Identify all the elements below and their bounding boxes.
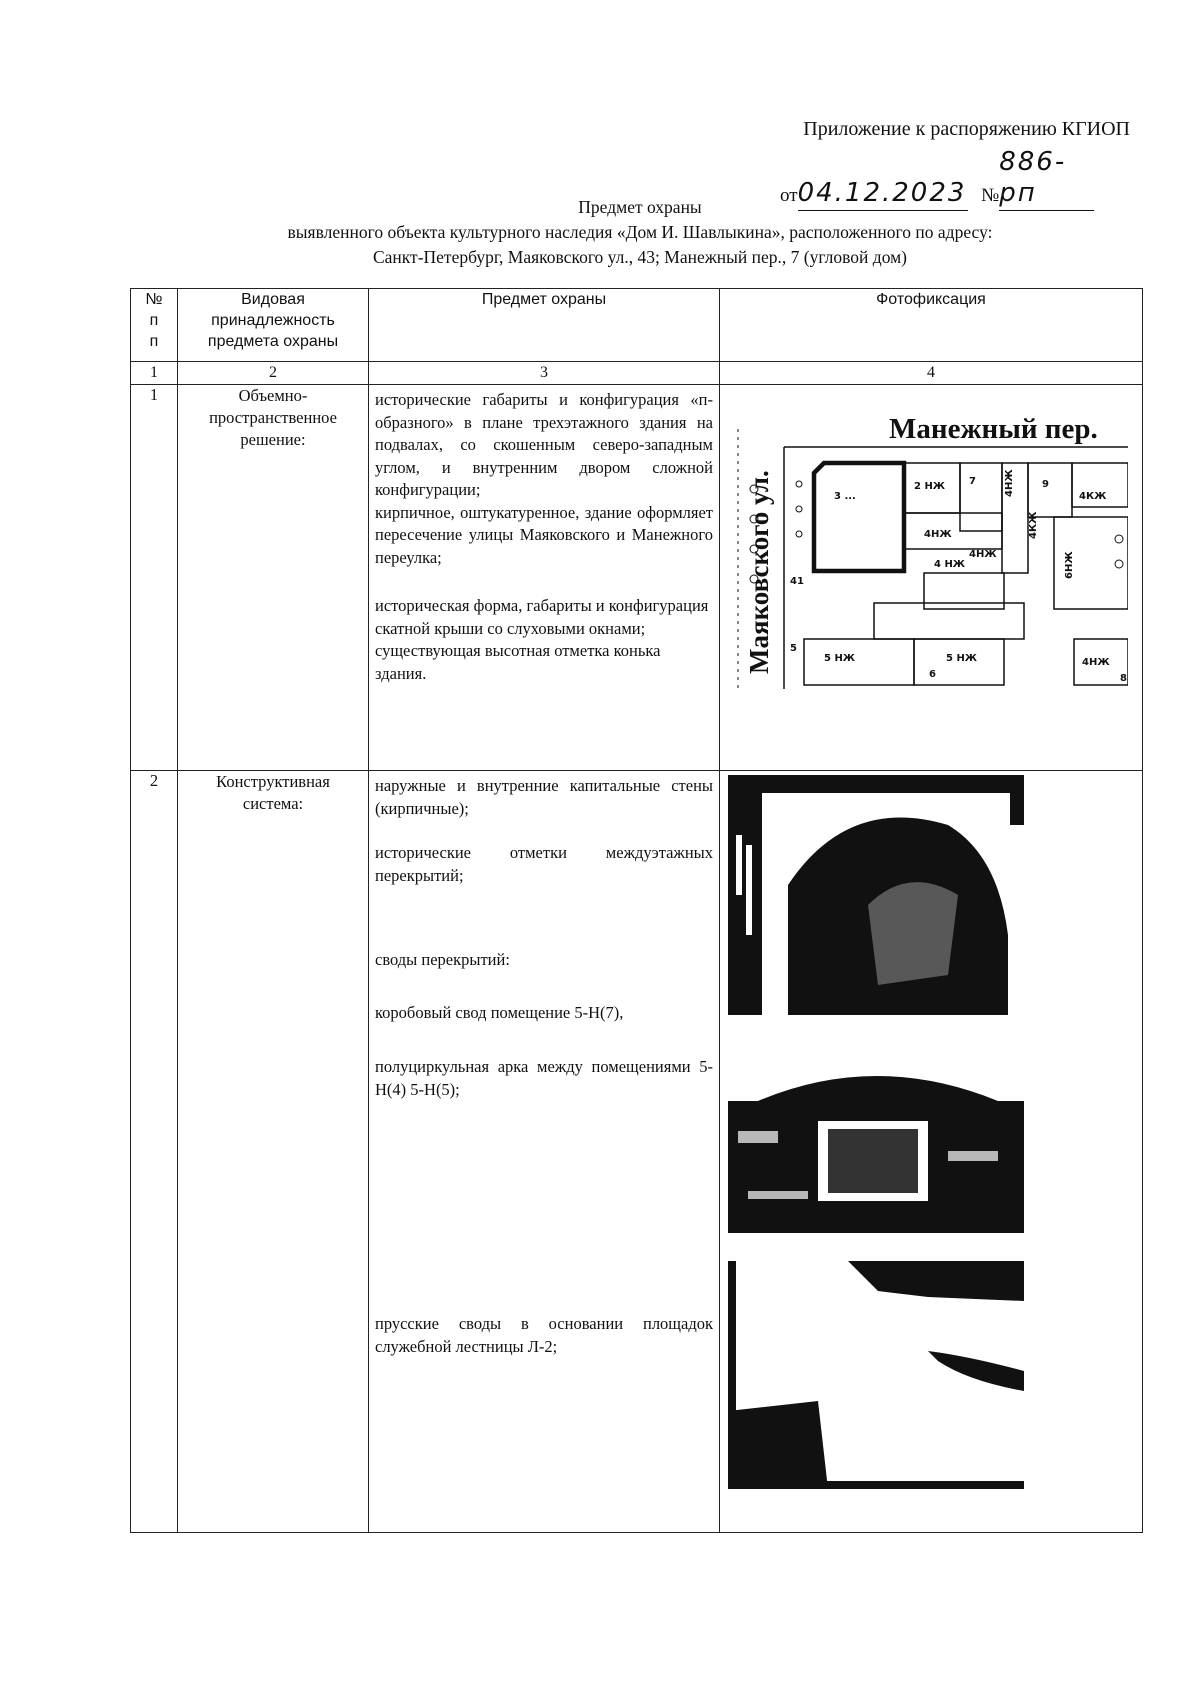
header-number: № п п [131, 289, 178, 362]
site-plan-map [724, 389, 1128, 689]
item-text: исторические габариты и конфигурация «п-образного» в плане трехэтажного здания на подвалах, со скошенным северо-западным углом, и внутренним двором сложной конфигурации; [375, 390, 713, 499]
item-text: полуциркульная арка между помещениями 5-Н(4) 5-Н(5); [375, 1057, 713, 1099]
number-prefix: № [981, 185, 1000, 206]
table-row [131, 771, 1143, 1533]
col-number-1: 1 [131, 362, 178, 385]
map-label: 4НЖ [969, 549, 997, 560]
site-plan-cell [720, 385, 1143, 771]
map-label: 7 [969, 476, 976, 487]
map-label: 8 [1120, 673, 1127, 684]
header-subject: Предмет охраны [369, 289, 720, 362]
row-number: 1 [131, 385, 178, 771]
map-label: 4КЖ [1028, 511, 1039, 539]
vault-photo-2 [728, 1061, 1024, 1233]
doc-subtitle-1: выявленного объекта культурного наследия «Дом И. Шавлыкина», расположенного по адресу: [287, 222, 993, 242]
map-label: 2 НЖ [914, 481, 946, 492]
map-label: 5 НЖ [824, 653, 856, 664]
header-type: Видовая принадлежность предмета охраны [178, 289, 369, 362]
map-label: 6НЖ [1064, 551, 1075, 579]
map-street-top: Манежный пер. [889, 413, 1098, 445]
order-date: 04.12.2023 [797, 178, 967, 208]
map-label: 41 [790, 576, 804, 587]
row-type: Объемно- пространственное решение: [178, 385, 369, 771]
order-number: 886-рп [999, 147, 1067, 208]
protection-table [130, 288, 1143, 1533]
col-number-4: 4 [720, 362, 1143, 385]
item-text: своды перекрытий: [375, 950, 510, 969]
item-text: прусские своды в основании площадок служебной лестницы Л-2; [375, 1314, 713, 1356]
map-label: 4 НЖ [934, 559, 966, 570]
col-number-2: 2 [178, 362, 369, 385]
row-type: Конструктивная система: [178, 771, 369, 1533]
item-text: историческая форма, габариты и конфигурация скатной крыши со слуховыми окнами; существующая высотная отметка конька здания. [375, 596, 709, 683]
stair-vault-photo [728, 1261, 1024, 1489]
table-row [131, 385, 1143, 771]
map-street-left: Маяковского ул. [744, 470, 774, 674]
doc-title: Предмет охраны [578, 197, 702, 217]
header-photo: Фотофиксация [720, 289, 1143, 362]
map-label: 5 НЖ [946, 653, 978, 664]
photo-cell [720, 771, 1143, 1533]
map-label: 4НЖ [1082, 657, 1110, 668]
map-label: 4КЖ [1079, 491, 1107, 502]
map-label: 3 ... [834, 491, 856, 502]
row-items [369, 385, 720, 771]
doc-subtitle-2: Санкт-Петербург, Маяковского ул., 43; Манежный пер., 7 (угловой дом) [372, 247, 908, 267]
item-text: наружные и внутренние капитальные стены (кирпичные); [375, 776, 713, 818]
item-text: кирпичное, оштукатуренное, здание оформляет пересечение улицы Маяковского и Манежного переулка; [375, 502, 713, 567]
column-number-row [131, 362, 1143, 385]
table-header-row [131, 289, 1143, 362]
date-prefix: от [780, 185, 798, 206]
map-label: 4НЖ [924, 529, 952, 540]
col-number-3: 3 [369, 362, 720, 385]
map-label: 5 [790, 643, 797, 654]
vault-photo-1 [728, 775, 1024, 1015]
map-label: 6 [929, 669, 936, 680]
item-text: коробовый свод помещение 5-Н(7), [375, 1002, 624, 1022]
map-label: 9 [1042, 479, 1049, 490]
row-number: 2 [131, 771, 178, 1533]
appendix-caption: Приложение к распоряжению КГИОП [803, 118, 1130, 140]
item-text: исторические отметки междуэтажных перекрытий; [375, 843, 713, 885]
map-label: 4НЖ [1004, 469, 1015, 497]
row-items [369, 771, 720, 1533]
